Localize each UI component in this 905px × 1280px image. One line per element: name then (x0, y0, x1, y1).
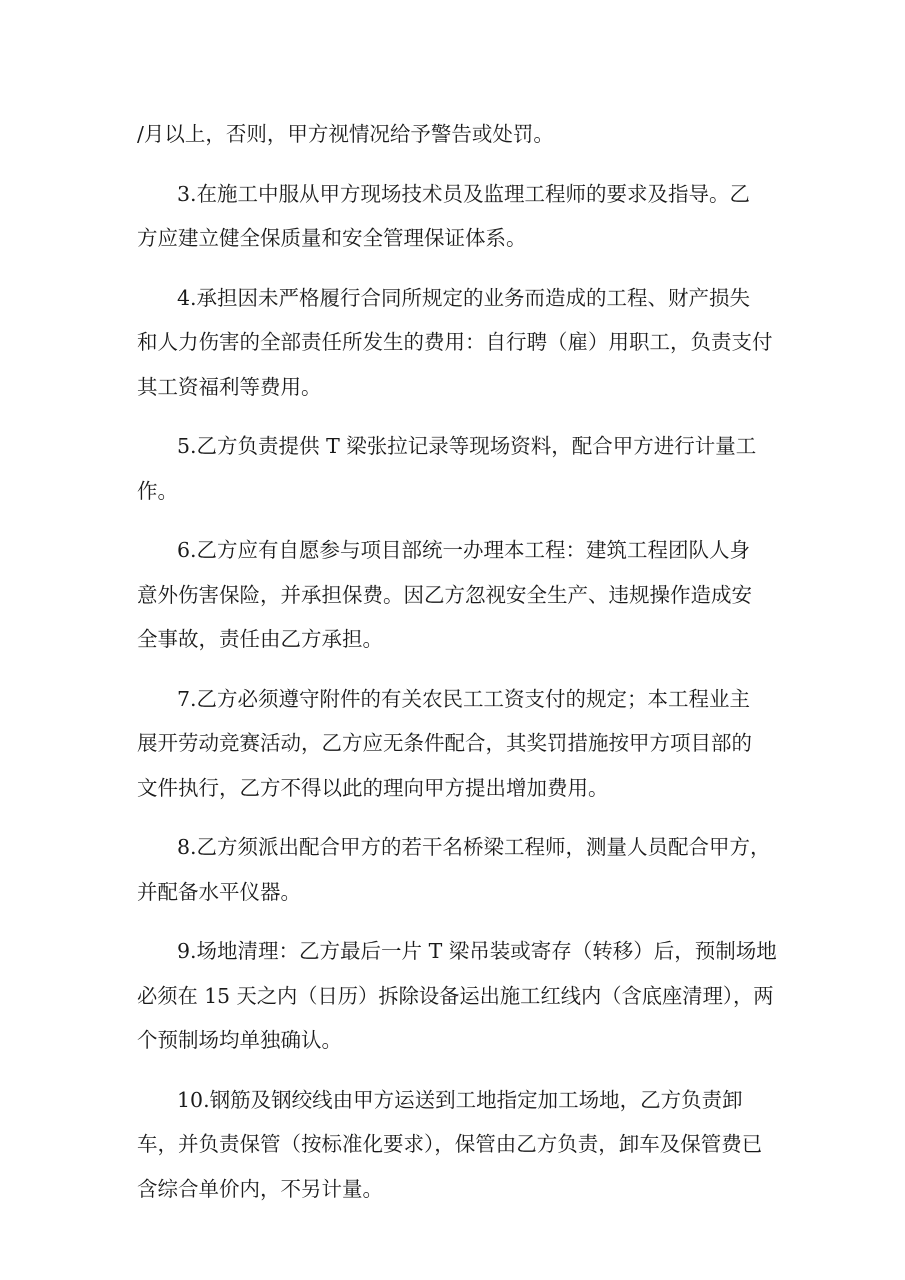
text-line: 含综合单价内，不另计量。 (137, 1176, 383, 1201)
text-line: 并配备水平仪器。 (137, 879, 301, 904)
text-line: 7.乙方必须遵守附件的有关农民工工资支付的规定；本工程业主 (177, 686, 751, 711)
text-line: 全事故，责任由乙方承担。 (137, 627, 383, 651)
text-line: 展开劳动竞赛活动，乙方应无条件配合，其奖罚措施按甲方项目部的 (137, 731, 752, 755)
text-line: 10.钢筋及钢绞线由甲方运送到工地指定加工场地，乙方负责卸 (177, 1087, 743, 1112)
clause-4 (137, 276, 777, 410)
contract-text-body (137, 112, 777, 1226)
clause-6 (137, 528, 777, 662)
text-line: 个预制场均单独确认。 (137, 1028, 342, 1052)
text-line: 意外伤害保险，并承担保费。因乙方忽视安全生产、违规操作造成安 (137, 582, 752, 607)
text-line: /月以上，否则，甲方视情况给予警告或处罚。 (137, 122, 554, 146)
text-line: 车，并负责保管（按标准化要求），保管由乙方负责，卸车及保管费已 (137, 1132, 763, 1156)
text-line: 和人力伤害的全部责任所发生的费用：自行聘（雇）用职工，负责支付 (137, 330, 773, 354)
text-line: 方应建立健全保质量和安全管理保证体系。 (137, 226, 527, 250)
clause-3 (137, 172, 777, 261)
text-line: 必须在 15 天之内（日历）拆除设备运出施工红线内（含底座清理），两 (137, 983, 774, 1008)
text-line: 3.在施工中服从甲方现场技术员及监理工程师的要求及指导。乙 (177, 181, 751, 206)
text-line: 5.乙方负责提供 T 梁张拉记录等现场资料，配合甲方进行计量工 (177, 434, 757, 458)
text-line: 其工资福利等费用。 (137, 374, 322, 399)
clause-9 (137, 929, 777, 1063)
text-line: 4.承担因未严格履行合同所规定的业务而造成的工程、财产损失 (177, 285, 751, 310)
paragraph-continuation (137, 112, 777, 157)
text-line: 8.乙方须派出配合甲方的若干名桥梁工程师，测量人员配合甲方， (177, 835, 771, 859)
text-line: 作。 (137, 478, 178, 503)
text-line: 6.乙方应有自愿参与项目部统一办理本工程：建筑工程团队人身 (177, 538, 751, 562)
clause-5 (137, 424, 777, 513)
clause-10 (137, 1078, 777, 1212)
clause-8 (137, 825, 777, 914)
clause-7 (137, 677, 777, 811)
text-line: 文件执行，乙方不得以此的理向甲方提出增加费用。 (137, 775, 609, 800)
text-line: 9.场地清理：乙方最后一片 T 梁吊装或寄存（转移）后，预制场地 (177, 939, 777, 963)
